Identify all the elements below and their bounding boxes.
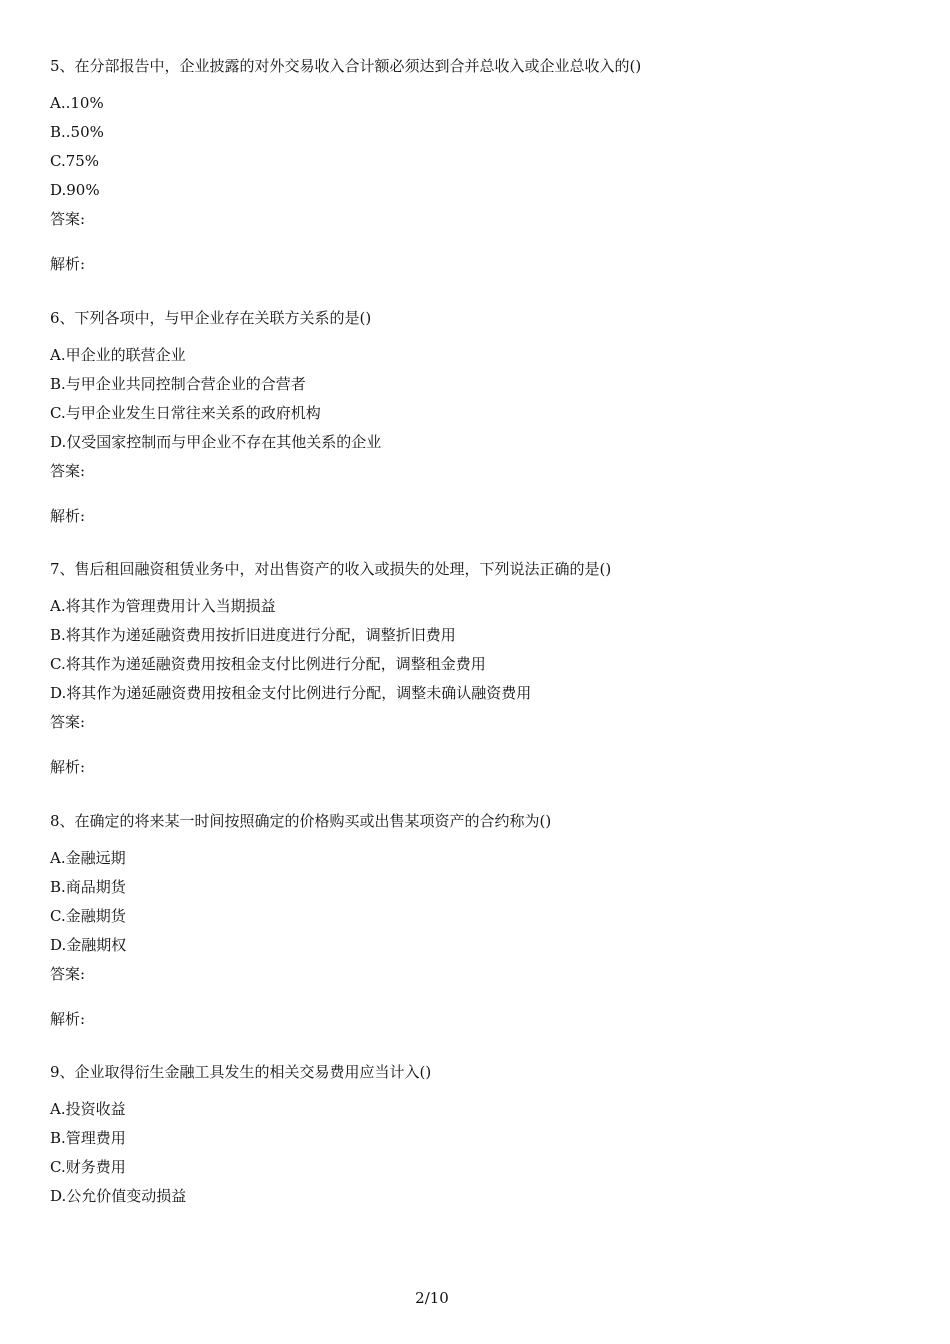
option-b: B.将其作为递延融资费用按折旧进度进行分配，调整折旧费用 xyxy=(50,626,456,644)
question-9 xyxy=(50,1062,910,1215)
option-a: A..10% xyxy=(50,94,104,112)
question-7 xyxy=(50,559,910,777)
question-5 xyxy=(50,56,910,274)
option-a: A.金融远期 xyxy=(50,849,126,867)
analysis-label: 解析: xyxy=(50,507,86,525)
answer-label: 答案: xyxy=(50,210,86,228)
answer-label: 答案: xyxy=(50,462,86,480)
option-d: D.90% xyxy=(50,181,100,199)
question-title: 5、在分部报告中，企业披露的对外交易收入合计额必须达到合并总收入或企业总收入的() xyxy=(50,57,642,75)
page-footer xyxy=(0,1288,950,1308)
question-title: 8、在确定的将来某一时间按照确定的价格购买或出售某项资产的合约称为() xyxy=(50,812,552,830)
option-a: A.将其作为管理费用计入当期损益 xyxy=(50,597,276,615)
option-b: B.管理费用 xyxy=(50,1129,126,1147)
option-list xyxy=(50,1099,910,1206)
option-c: C.与甲企业发生日常往来关系的政府机构 xyxy=(50,404,321,422)
option-list xyxy=(50,93,910,200)
option-c: C.将其作为递延融资费用按租金支付比例进行分配，调整租金费用 xyxy=(50,655,486,673)
option-d: D.仅受国家控制而与甲企业不存在其他关系的企业 xyxy=(50,433,382,451)
option-c: C.75% xyxy=(50,152,100,170)
option-d: D.金融期权 xyxy=(50,936,127,954)
question-8 xyxy=(50,811,910,1029)
question-title: 6、下列各项中，与甲企业存在关联方关系的是() xyxy=(50,309,372,327)
analysis-label: 解析: xyxy=(50,1010,86,1028)
option-b: B.与甲企业共同控制合营企业的合营者 xyxy=(50,375,306,393)
option-d: D.公允价值变动损益 xyxy=(50,1187,187,1205)
option-c: C.财务费用 xyxy=(50,1158,126,1176)
question-title: 7、售后租回融资租赁业务中，对出售资产的收入或损失的处理，下列说法正确的是() xyxy=(50,560,612,578)
answer-label: 答案: xyxy=(50,965,86,983)
option-a: A.甲企业的联营企业 xyxy=(50,346,186,364)
option-list xyxy=(50,345,910,452)
question-title: 9、企业取得衍生金融工具发生的相关交易费用应当计入() xyxy=(50,1063,432,1081)
option-b: B..50% xyxy=(50,123,104,141)
option-list xyxy=(50,596,910,703)
option-b: B.商品期货 xyxy=(50,878,126,896)
option-d: D.将其作为递延融资费用按租金支付比例进行分配，调整未确认融资费用 xyxy=(50,684,532,702)
option-c: C.金融期货 xyxy=(50,907,126,925)
analysis-label: 解析: xyxy=(50,255,86,273)
analysis-label: 解析: xyxy=(50,758,86,776)
option-a: A.投资收益 xyxy=(50,1100,126,1118)
page-number: 2/10 xyxy=(415,1289,449,1307)
question-6 xyxy=(50,308,910,526)
answer-label: 答案: xyxy=(50,713,86,731)
option-list xyxy=(50,848,910,955)
